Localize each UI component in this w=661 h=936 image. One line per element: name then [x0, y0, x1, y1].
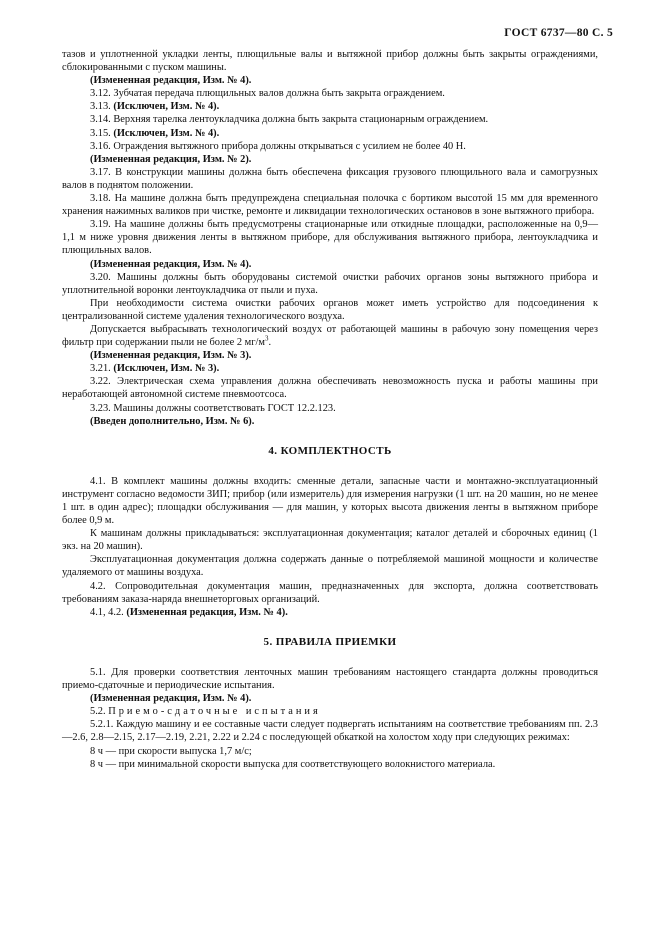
paragraph-text: Допускается выбрасывать технологический воздух от работающей машины в рабочую зону помещения через фильтр при содержании пыли не более 2 мг/м — [62, 323, 598, 349]
clause-number: 3.21. — [90, 363, 111, 375]
paragraph-3-11-continuation: тазов и уплотненной укладки ленты, плющильные валы и вытяжной прибор должны быть закрыты ограждениями, сблокированными с пуском машины. — [62, 49, 598, 74]
amendment-note: (Измененная редакция, Изм. № 4). — [90, 75, 252, 87]
paragraph-3-22: 3.22. Электрическая схема управления должна обеспечивать невозможность пуска и работы машины при неработающей автономной системе пневмоотсоса. — [62, 376, 598, 401]
paragraph-3-15 — [62, 127, 598, 140]
paragraph-4-1-b: К машинам должны прикладываться: эксплуатационная документация; каталог деталей и сборочных единиц (1 экз. на 20 машин). — [62, 528, 598, 553]
clause-number: 4.1, 4.2. — [90, 606, 124, 618]
excluded-note: (Исключен, Изм. № 4). — [113, 101, 220, 113]
paragraph-5-2-1: 5.2.1. Каждую машину и ее составные части следует подвергать испытаниям на соответствие требованиям пп. 2.3—2.6, 2.8—2.15, 2.17—2.19, 2.21, 2.22 и 2.24 с последующей обкаткой на холостом ходу при следующих режимах: — [62, 719, 598, 744]
amendment-note-4-1-4-2 — [62, 606, 598, 619]
amendment-note: (Измененная редакция, Изм. № 4). — [126, 606, 288, 618]
amendment-note: (Введен дополнительно, Изм. № 6). — [90, 415, 255, 427]
amendment-note: (Измененная редакция, Изм. № 2). — [90, 153, 252, 165]
paragraph-3-20: 3.20. Машины должны быть оборудованы системой очистки рабочих органов зоны вытяжного прибора и уплотнительной воронки лентоукладчика от пыли и пуха. — [62, 271, 598, 296]
page-header: ГОСТ 6737—80 С. 5 — [504, 27, 613, 39]
section-5-heading: 5. ПРАВИЛА ПРИЕМКИ — [263, 635, 397, 648]
paragraph-3-23: 3.23. Машины должны соответствовать ГОСТ 12.2.123. — [90, 402, 336, 414]
paragraph-3-21 — [62, 362, 598, 375]
paragraph-4-1: 4.1. В комплект машины должны входить: сменные детали, запасные части и монтажно-эксплуатационный инструмент согласно ведомости ЗИП; прибор (или измеритель) для измерения нагрузки (1 шт. на 20 машин, но не менее 1 шт. в один адрес); площадки обслуживания — для машин, у которых высота движения ленты в вытяжном приборе более 0,9 м. — [62, 475, 598, 527]
document-body — [62, 48, 598, 771]
paragraph-3-20-b: При необходимости система очистки рабочих органов может иметь устройство для подсоединения к централизованной системе удаления технологического воздуха. — [62, 297, 598, 322]
excluded-note: (Исключен, Изм. № 3). — [113, 363, 220, 375]
subsection-title: Приемо-сдаточные испытания — [108, 706, 321, 718]
paragraph-4-1-c: Эксплуатационная документация должна содержать данные о потребляемой машиной мощности и количестве удаляемого от машины воздуха. — [62, 554, 598, 579]
paragraph-5-2 — [62, 705, 598, 718]
paragraph-3-14: 3.14. Верхняя тарелка лентоукладчика должна быть закрыта стационарным ограждением. — [90, 114, 489, 126]
paragraph-3-20-c — [62, 323, 598, 349]
clause-number: 5.2. — [90, 706, 106, 718]
clause-number: 3.15. — [90, 127, 111, 139]
amendment-note: (Измененная редакция, Изм. № 4). — [90, 258, 252, 270]
paragraph-3-17: 3.17. В конструкции машины должна быть обеспечена фиксация грузового плющильного вала и самогрузных валов в поднятом положении. — [62, 166, 598, 191]
test-mode-1: 8 ч — при скорости выпуска 1,7 м/с; — [90, 745, 252, 757]
paragraph-3-18: 3.18. На машине должна быть предупреждена специальная полочка с бортиком высотой 15 мм для временного хранения нажимных валиков при чистке, ремонте и ликвидации технологических остановов в зоне вытяжного прибора. — [62, 193, 598, 218]
paragraph-3-19: 3.19. На машине должны быть предусмотрены стационарные или откидные площадки, расположенные на 0,9—1,1 м ниже уровня движения ленты в вытяжном приборе, для обслуживания вытяжного прибора, лентоукладчика и плющильных валов. — [62, 219, 598, 257]
section-4-heading: 4. КОМПЛЕКТНОСТЬ — [268, 444, 392, 457]
amendment-note: (Измененная редакция, Изм. № 3). — [90, 350, 252, 362]
paragraph-3-13 — [62, 100, 598, 113]
paragraph-4-2: 4.2. Сопроводительная документация машин, предназначенных для экспорта, должна соответствовать требованиям заказа-наряда внешнеторговых организаций. — [62, 580, 598, 605]
excluded-note: (Исключен, Изм. № 4). — [113, 127, 220, 139]
paragraph-3-16: 3.16. Ограждения вытяжного прибора должны открываться с усилием не более 40 Н. — [90, 140, 466, 152]
paragraph-5-1: 5.1. Для проверки соответствия ленточных машин требованиям настоящего стандарта должны проводиться приемо-сдаточные и периодические испытания. — [62, 666, 598, 692]
test-mode-2: 8 ч — при минимальной скорости выпуска для соответствующего волокнистого материала. — [90, 758, 496, 770]
paragraph-3-12: 3.12. Зубчатая передача плющильных валов должна быть закрыта ограждением. — [90, 88, 445, 100]
superscript: 3 — [264, 334, 269, 343]
clause-number: 3.13. — [90, 101, 111, 113]
amendment-note: (Измененная редакция, Изм. № 4). — [90, 693, 252, 705]
paragraph-end: . — [268, 337, 272, 349]
